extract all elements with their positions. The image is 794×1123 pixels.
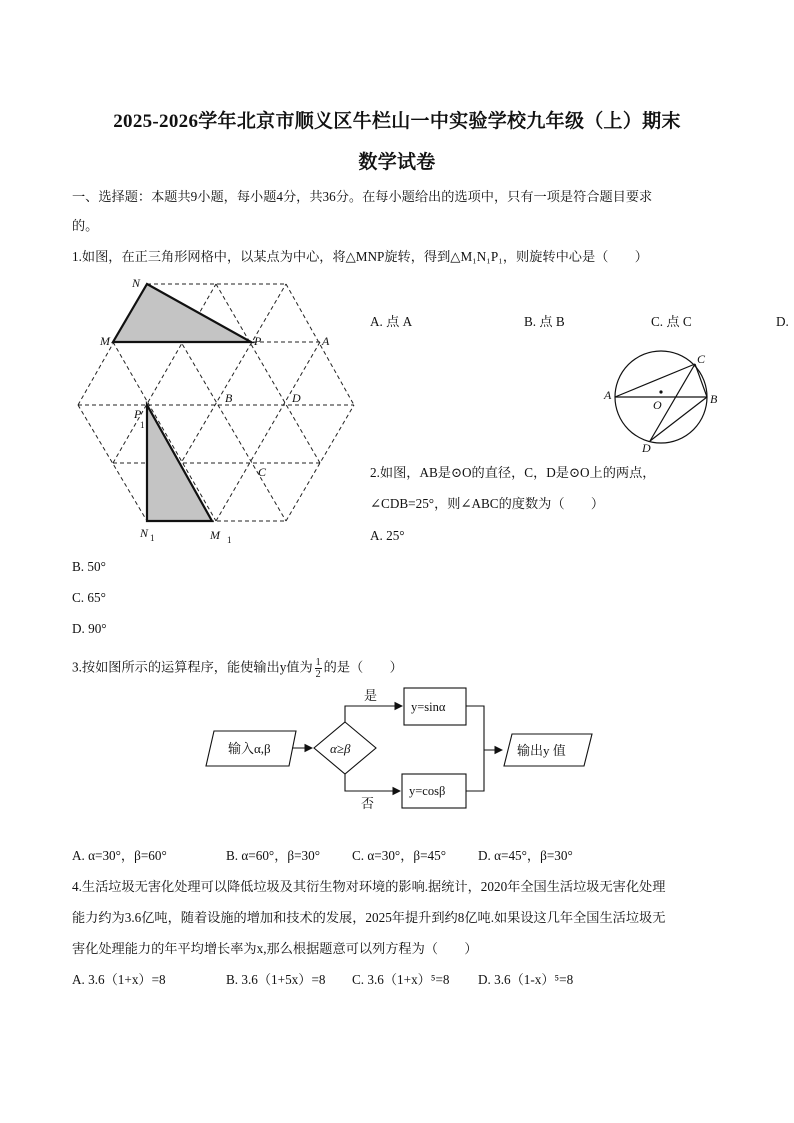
page-subtitle: 数学试卷 <box>358 152 436 173</box>
label-n1-sub: 1 <box>150 533 155 543</box>
q3-stem <box>72 657 403 680</box>
q3-fraction <box>315 657 322 680</box>
flow-no-label: 否 <box>361 796 375 811</box>
label-c: C <box>697 352 706 366</box>
label-o: O <box>653 398 662 412</box>
label-c: C <box>258 465 267 479</box>
label-b: B <box>710 392 718 406</box>
label-d: D <box>292 391 301 405</box>
label-m1: M <box>210 528 220 542</box>
label-a: A <box>604 388 612 402</box>
q2-stem-line1: 2.如图，AB是⊙O的直径，C，D是⊙O上的两点， <box>370 465 656 480</box>
q3-option-b: B. α=60°，β=30° <box>226 848 320 863</box>
q2-option-a: A. 25° <box>370 528 405 543</box>
section-instructions-line1: 一、选择题：本题共9小题，每小题4分，共36分。在每小题给出的选项中，只有一项是符合题目要求 <box>72 189 653 204</box>
q3-stem-prefix: 3.按如图所示的运算程序，能使输出y值为 <box>72 659 313 675</box>
q2-circle-figure <box>598 342 728 460</box>
flow-condition-text: α≥β <box>330 741 351 756</box>
triangle-mnp <box>113 284 251 342</box>
q1-option-b: B. 点 B <box>524 314 565 329</box>
label-p1: P <box>134 407 142 421</box>
q4-option-b: B. 3.6（1+5x）=8 <box>226 972 326 987</box>
q3-option-d: D. α=45°，β=30° <box>478 848 573 863</box>
q2-option-c: C. 65° <box>72 590 106 605</box>
label-b: B <box>225 391 233 405</box>
q1-option-d: D. <box>776 314 789 329</box>
q3-option-c: C. α=30°，β=45° <box>352 848 446 863</box>
label-n: N <box>132 276 141 290</box>
q4-option-a: A. 3.6（1+x）=8 <box>72 972 166 987</box>
page-title: 2025-2026学年北京市顺义区牛栏山一中实验学校九年级（上）期末 <box>113 111 681 132</box>
flow-yes-label: 是 <box>364 688 378 703</box>
label-m: M <box>100 334 110 348</box>
flow-bottom-text: y=cosβ <box>409 784 446 798</box>
q2-stem-line2: ∠CDB=25°，则∠ABC的度数为（ ） <box>370 496 605 511</box>
flow-input-text: 输入α,β <box>228 741 271 756</box>
q3-frac-num: 1 <box>315 657 321 668</box>
q2-option-d: D. 90° <box>72 621 107 636</box>
q4-stem-line1: 4.生活垃圾无害化处理可以降低垃圾及其衍生物对环境的影响.据统计，2020年全国生活垃圾无害化处理 <box>72 879 666 894</box>
label-m1-sub: 1 <box>227 535 232 545</box>
label-p1-sub: 1 <box>140 420 145 430</box>
q1-stem: 1.如图，在正三角形网格中，以某点为中心，将△MNP旋转，得到△M₁N₁P₁，则旋转中心是（ ） <box>72 249 648 264</box>
label-d: D <box>642 441 651 455</box>
section-instructions-line2: 的。 <box>72 218 99 233</box>
q4-stem-line3: 害化处理能力的年平均增长率为x,那么根据题意可以列方程为（ ） <box>72 941 478 956</box>
label-a: A <box>322 334 330 348</box>
q1-grid-figure <box>70 272 370 547</box>
q2-option-b: B. 50° <box>72 559 106 574</box>
q1-option-c: C. 点 C <box>651 314 692 329</box>
q3-frac-den: 2 <box>315 669 321 680</box>
q3-option-a: A. α=30°，β=60° <box>72 848 167 863</box>
q4-option-d: D. 3.6（1-x）⁵=8 <box>478 972 574 987</box>
q4-option-c: C. 3.6（1+x）⁵=8 <box>352 972 450 987</box>
flow-output-text: 输出y 值 <box>517 743 566 758</box>
q1-option-a: A. 点 A <box>370 314 413 329</box>
label-n1: N <box>140 526 149 540</box>
q3-flowchart <box>200 682 600 818</box>
triangle-m1n1p1 <box>147 405 212 521</box>
flow-top-text: y=sinα <box>411 700 446 714</box>
q4-stem-line2: 能力约为3.6亿吨，随着设施的增加和技术的发展，2025年提升到约8亿吨.如果设这几年全国生活垃圾无 <box>72 910 666 925</box>
q3-stem-suffix: 的是（ ） <box>323 659 403 675</box>
label-p: P <box>254 334 262 348</box>
